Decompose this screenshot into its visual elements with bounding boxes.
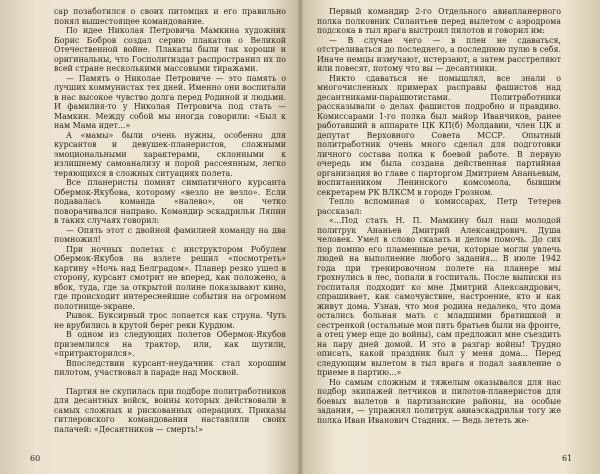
paragraph: «...Под стать Н. П. Мамкину был наш молодой политрук Ананьев Дмитрий Александрович. Душа человек. Умел в слово сказать и делом помочь. До сих пор помню его пламенные речи, которые могли увлечь людей на выполнение любого задания... В июле 1942 года при тренировочном полете на планере мы грохнулись в лес, попали в госпиталь. После выписки из госпиталя подходит ко мне Дмитрий Александрович, спрашивает, как самочувствие, настроение, кто и как живут дома. Узнав, что моя родина недалеко, что дома остались больная мать с младшими братишкой и сестренкой (остальные мои пять братьев были на фронте, а отец умер еще до войны), сам предложил мне съездить на пару дней домой. И это в разгар войны! Трудно описать, какой праздник был у меня дома... Перед следующим вылетом в тыл врага я подал заявление о приеме в партию...» xyxy=(317,216,561,377)
paragraph: Рывок. Буксирный трос лопается как струна. Чуть не врубились в крутой берег реки Курдюм. xyxy=(54,311,286,330)
paragraph: Первый командир 2-го Отдельного авиапланерного полка полковник Силантьев перед вылетом с аэродрома подскока в тыл врага выстроил пилотов и говорил им: xyxy=(317,7,561,35)
paragraph: Партия не скупилась при подборе политработников для десантных войск, воины которых действовали в самых сложных и рискованных операциях. Приказы гитлеровского командования наставляли своих палачей: «Десантников — смерть!» xyxy=(54,386,286,434)
paragraph: Все планеристы помнят симпатичного курсанта Обермок-Якубова, которому «везло не везло». Если подавалась команда «налево», он четко поворачивался направо. Командир эскадрильи Ляпин в таких случаях говорил: xyxy=(54,178,286,225)
paragraph: Тепло вспоминая о комиссарах, Петр Тетерев рассказал: xyxy=(317,197,561,216)
paragraph: А «мамы» были очень нужны, особенно для курсантов и девушек-планеристов, сложными эмоциональными характерами, склонными к излишнему самоанализу и порой рассеянным, легко теряющихся в сложных ситуациях полета. xyxy=(54,130,286,178)
paragraph: Никто сдаваться не помышлял, все знали о многочисленных примерах расправы фашистов над десантниками-парашютистами. Политработники рассказывали о делах фашистов подробно и правдиво. Комиссарами 1-го полка был майор Иванчиков, ранее работавший в аппарате ЦК КП(б) Молдавии, член ЦК и депутат Верховного Совета МССР. Опытный политработник очень много сделал для подготовки личного состава полка к боевой работе. В первую очередь им была создана действенная партийная организация во главе с парторгом Дмитрием Ананьевым, воспитанником Ленинского комсомола, бывшим секретарем РК ВЛКСМ в городе Грозном. xyxy=(317,73,561,197)
paragraph: — В случае чего — в плен не сдаваться, отстреливаться до последнего, а последнюю пулю в себя. Иначе немцы измучают, истерзают, а затем расстреляют или повесят, потому что вы — десантники. xyxy=(317,35,561,73)
left-page-text xyxy=(54,7,286,434)
paragraph: сар позаботился о своих питомцах и его правильно понял вышестоящее командование. xyxy=(54,7,286,26)
paragraph: Впоследствии курсант-неудачник стал хорошим пилотом, участвовал в параде над Москвой. xyxy=(54,358,286,377)
right-page-number: 61 xyxy=(562,454,573,463)
paragraph: — Опять этот с двойной фамилией команду на два помножил! xyxy=(54,225,286,244)
paragraph: В одном из следующих полетов Обермок-Якубов приземлился на трактор, или, как шутили, «притракторился». xyxy=(54,330,286,358)
paragraph: Но самым сложным и тяжелым оказывался для нас подбор экипажей летчиков и пилотов-планеристов для боевых вылетов в партизанские районы, на особые задания, — упражнял политрук авиаэскадрильи тогу же полка Иван Иванович Стадник. — Ведь лететь же- xyxy=(317,377,561,425)
paragraph: При ночных полетах с инструктором Робулем Обермок-Якубов на взлете решил «посмотреть» картину «Ночь над Белградом». Планер резко ушел в сторону, курсант смотрит не вперед, как положено, а вбок, туда, где за открытой полине показывают кино, где происходит интереснейшие события на огромном полотнище-экране. xyxy=(54,244,286,311)
left-page-number: 60 xyxy=(30,454,41,463)
paragraph: По идее Николая Петровича Мамкина художник Борис Бобров создал серию плакатов о Великой Отечественной войне. Плакаты были так хороши и оригинальны, что Госполитиздат распространил их по всей стране несколькими массовыми тиражами. xyxy=(54,26,286,73)
paragraph: — Память о Николае Петровиче — это память о лучших коммунистах тех дней. Именно они воспитали в нас высокое чувство долга перед Родиной и людьми. И фамилия-то у Николая Петровича под стать — Мамкин. Между собой мы иногда говорили: «Был к нам Мама идет...» xyxy=(54,73,286,130)
right-page-text xyxy=(317,7,561,425)
